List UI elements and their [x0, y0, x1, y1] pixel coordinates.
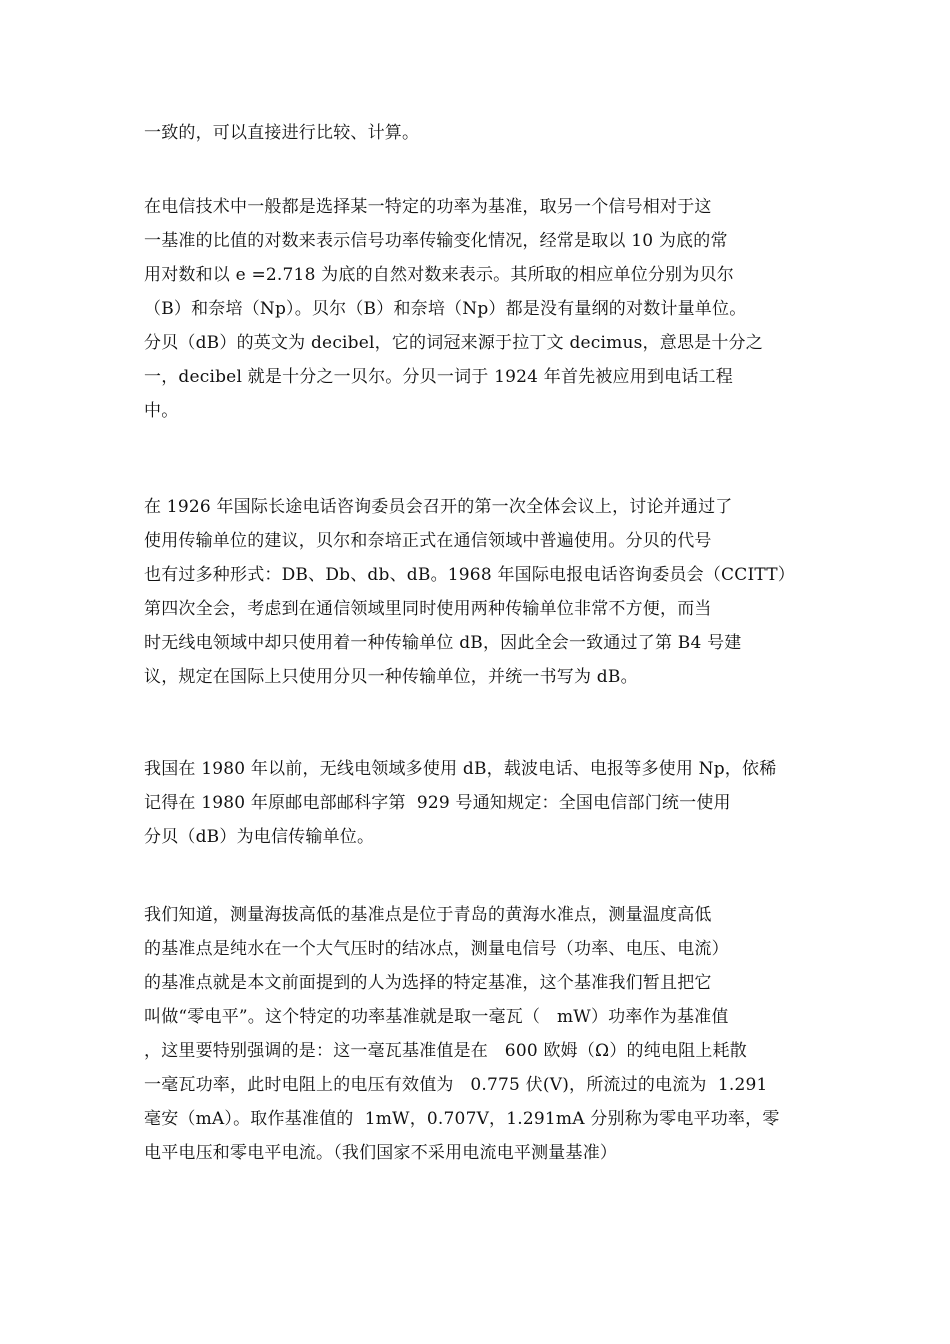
- text-line: 我们知道，测量海拔高低的基准点是位于青岛的黄海水准点，测量温度高低: [144, 905, 712, 925]
- paragraph-5: [144, 898, 824, 1170]
- text-line: 议，规定在国际上只使用分贝一种传输单位，并统一书写为 dB。: [144, 667, 638, 687]
- text-line: 的基准点是纯水在一个大气压时的结冰点，测量电信号（功率、电压、电流）: [144, 939, 729, 959]
- text-line: 一致的，可以直接进行比较、计算。: [144, 123, 420, 143]
- text-line: 的基准点就是本文前面提到的人为选择的特定基准，这个基准我们暂且把它: [144, 973, 712, 993]
- paragraph-4: [144, 752, 824, 854]
- text-line: （B）和奈培（Np）。贝尔（B）和奈培（Np）都是没有量纲的对数计量单位。: [144, 299, 747, 319]
- text-line: 叫做“零电平”。这个特定的功率基准就是取一毫瓦（ mW）功率作为基准值: [144, 1007, 729, 1027]
- text-line: 一毫瓦功率，此时电阻上的电压有效值为 0.775 伏(V)，所流过的电流为 1.291: [144, 1075, 768, 1095]
- paragraph-2: [144, 190, 824, 428]
- paragraph-3: [144, 490, 824, 694]
- text-line: 分贝（dB）为电信传输单位。: [144, 827, 375, 847]
- text-line: ，这里要特别强调的是：这一毫瓦基准值是在 600 欧姆（Ω）的纯电阻上耗散: [144, 1041, 747, 1061]
- text-line: 毫安（mA）。取作基准值的 1mW，0.707V，1.291mA 分别称为零电平功率，零: [144, 1109, 780, 1129]
- text-line: 第四次全会，考虑到在通信领域里同时使用两种传输单位非常不方便，而当: [144, 599, 712, 619]
- text-line: 在电信技术中一般都是选择某一特定的功率为基准，取另一个信号相对于这: [144, 197, 712, 217]
- text-line: 记得在 1980 年原邮电部邮科字第 929 号通知规定：全国电信部门统一使用: [144, 793, 731, 813]
- text-line: 使用传输单位的建议，贝尔和奈培正式在通信领域中普遍使用。分贝的代号: [144, 531, 712, 551]
- text-line: 一，decibel 就是十分之一贝尔。分贝一词于 1924 年首先被应用到电话工程: [144, 367, 733, 387]
- text-line: 我国在 1980 年以前，无线电领域多使用 dB，载波电话、电报等多使用 Np，依稀: [144, 759, 777, 779]
- text-line: 分贝（dB）的英文为 decibel，它的词冠来源于拉丁文 decimus，意思是十分之: [144, 333, 763, 353]
- text-line: 电平电压和零电平电流。（我们国家不采用电流电平测量基准）: [144, 1143, 618, 1163]
- text-line: 一基准的比值的对数来表示信号功率传输变化情况，经常是取以 10 为底的常: [144, 231, 728, 251]
- text-line: 用对数和以 e =2.718 为底的自然对数来表示。其所取的相应单位分别为贝尔: [144, 265, 734, 285]
- text-line: 时无线电领域中却只使用着一种传输单位 dB，因此全会一致通过了第 B4 号建: [144, 633, 742, 653]
- paragraph-1: [144, 116, 824, 150]
- text-line: 也有过多种形式：DB、Db、db、dB。1968 年国际电报电话咨询委员会（CCITT）: [144, 565, 795, 585]
- text-line: 在 1926 年国际长途电话咨询委员会召开的第一次全体会议上，讨论并通过了: [144, 497, 733, 517]
- text-line: 中。: [144, 401, 179, 421]
